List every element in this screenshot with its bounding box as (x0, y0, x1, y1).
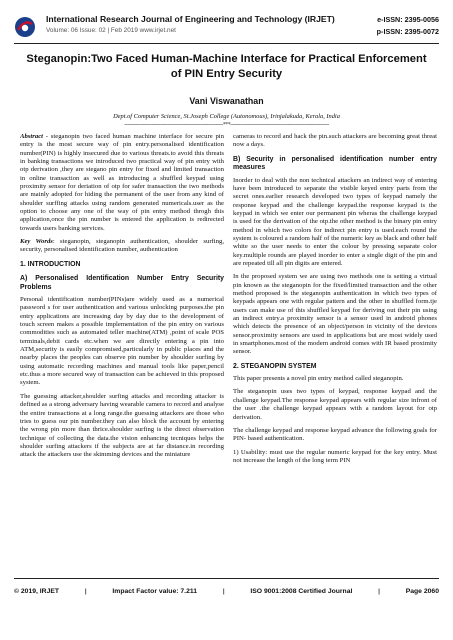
right-paragraph-2: In the proposed system we are using two methods one is setting a virtual pin known as the steganopin for the fixed/limited transaction and the other method proposed is the steganopin authentication in which two types of keypads appears one with regular pattern and the other in shuffled form.tje users can make use of this shuffled keypad for deriving out their pin using an indirect entry.a proximity sensor is a sensor used in android phones which detects the presence of an object/person in vicinity of the devices sensor.proximity sensors are used in applications but are most widely used in smartphones.most of the modern android comes with IR based proximity sensor. (233, 273, 437, 356)
footer-divider: | (222, 588, 225, 595)
abstract (20, 133, 224, 233)
paper-title: Steganopin:Two Faced Human-Machine Interface for Practical Enforcement of PIN Entry Security (26, 53, 427, 80)
author-name: Vani Viswanathan (189, 96, 264, 106)
left-column (20, 133, 224, 563)
page-footer (14, 588, 439, 602)
intro-paragraph-2: The guessing attacker,shoulder surfing attacks and recording attacker is defined as a strong adversary having wearable camera to record and analyse the entire transactions at a long range.the guessing attackers are those who tries to guess our pin number.they can also block the account by entering the wrong pin more than thrice.shoulder surfing is the direct observation technique of collecting the data.the vision enhancing tecniques helps the shoulder surfing attackers if the subjects are at far distance.in recording attack the attackers use the skimming devices and the miniature (20, 392, 224, 459)
subsection-a-heading: A) Personalised Identification Number Entry Security Problems (20, 275, 224, 291)
keywords-label: Key Words (20, 238, 53, 246)
right-column (233, 133, 437, 563)
section-separator: ---------------------------------------------------------------------***--------------------------------------------------------------------- (124, 122, 329, 128)
intro-paragraph-1: Personal identification number(PINs)are widely used as a numerical password s for user authentication and various unlocking purposes.the pin entry applications are increasing day by day due to the development of touch screen makes a possible implementation of the pin entry on various commodities such as automated teller machine(ATM) ,point of scale POS terminals,debit cards etc.when we are directly entering a pin into ATM,security is easily compromised,particularly in public places and the nearby places the peoples can observe pin number by shoulder surfing by using automatic recording machines and manual tools like paper,pencil etc.thus a more secured way of transaction can be achieved in this proposed system. (20, 296, 224, 387)
keywords-text: : steganopin, steganopin authentication, shoulder surfing, security, personalised identification number, authentication (20, 238, 224, 254)
header-rule (14, 43, 439, 44)
right-paragraph-4: The steganopin uses two types of keypad, response keypad and the challenge keypad.The response keypad appears with regular size infront of the user .the challenge keypad appears with a random layout for otp derivation. (233, 388, 437, 421)
footer-divider: | (378, 588, 380, 595)
footer-page-number: Page 2060 (405, 588, 439, 595)
journal-title: International Research Journal of Engineering and Technology (IRJET) (46, 14, 335, 24)
irjet-logo-icon (14, 16, 36, 38)
footer-iso: ISO 9001:2008 Certified Journal (250, 588, 353, 595)
right-paragraph-0: cameras to record and hack the pin.such attackers are becoming great threat now a days. (233, 133, 437, 149)
section-2-heading: 2. STEGANOPIN SYSTEM (233, 362, 317, 370)
right-paragraph-1: Inorder to deal with the non technical attackers an indirect way of entering have been introduced to separate the visible keyed entry parts from the secret ones.earlier research developed two types of keypad namely the response keypad and the challenge keypad.the response keypad is the keypad in which we enter our permanent pin wheras the challenge keypad is used for the derivation of the otp.the other method is the binary pin entry method in which two colors for indirect pin entry is used.each round the system is coloured a random half of the numeric key as black and other half white so the user needs to enter the colour by pressing separate color key.multiple rounds are played inorder to enter a single digit of the pin and are repeated till all pin digits are entered. (233, 176, 437, 267)
eissn: e-ISSN: 2395-0056 (377, 15, 439, 24)
footer-copyright: © 2019, IRJET (14, 588, 60, 595)
abstract-text: - steganopin two faced human machine interface for secure pin entry is the most secure way of pin entry.personalised identification number(PIN) is highly insecured due to various threats.to avoid this threats in banking transactions we introduced two practical way of pin entry with otp derivation ,they are stegano pin entry for fixed and limited transaction in online transaction as well as introducing a shuffled keypad using proximity sensor for deriation of otp for safer transaction the two methods are mainly adopted for hiding the permanent of the user from any kind of shoulder surffing attacks using random generated numericals.user as the option to choose any one of the way of pin entry method throgh this application,once the pin number is entered the application is redirected towards users banking services. (20, 133, 224, 232)
journal-header (14, 14, 439, 40)
intro-heading: 1. INTRODUCTION (20, 260, 81, 268)
subsection-b-heading: B) Security in personalised identification number entry measures (233, 155, 437, 172)
right-paragraph-6: 1) Usability: must use the regular numeric keypad for the key entry. Must not increase the length of the long term PIN (233, 448, 437, 464)
right-paragraph-3: This paper presents a novel pin entry method called steganopin. (233, 375, 404, 383)
abstract-label: Abstract (20, 133, 44, 140)
footer-impact-factor: Impact Factor value: 7.211 (112, 588, 198, 595)
right-paragraph-5: The challenge keypad and response keypad advance the following goals for PIN- based authentication. (233, 426, 437, 443)
keywords (20, 238, 224, 255)
pissn: p-ISSN: 2395-0072 (376, 27, 439, 36)
author-affiliation: Dept.of Computer Science, St.Joseph College (Autonomous), Irinjalakuda, Kerala, India (113, 113, 340, 120)
volume-issue-line: Volume: 06 Issue: 02 | Feb 2019 www.irjet.net (46, 27, 176, 34)
footer-divider: | (84, 588, 87, 595)
footer-rule (14, 578, 439, 579)
